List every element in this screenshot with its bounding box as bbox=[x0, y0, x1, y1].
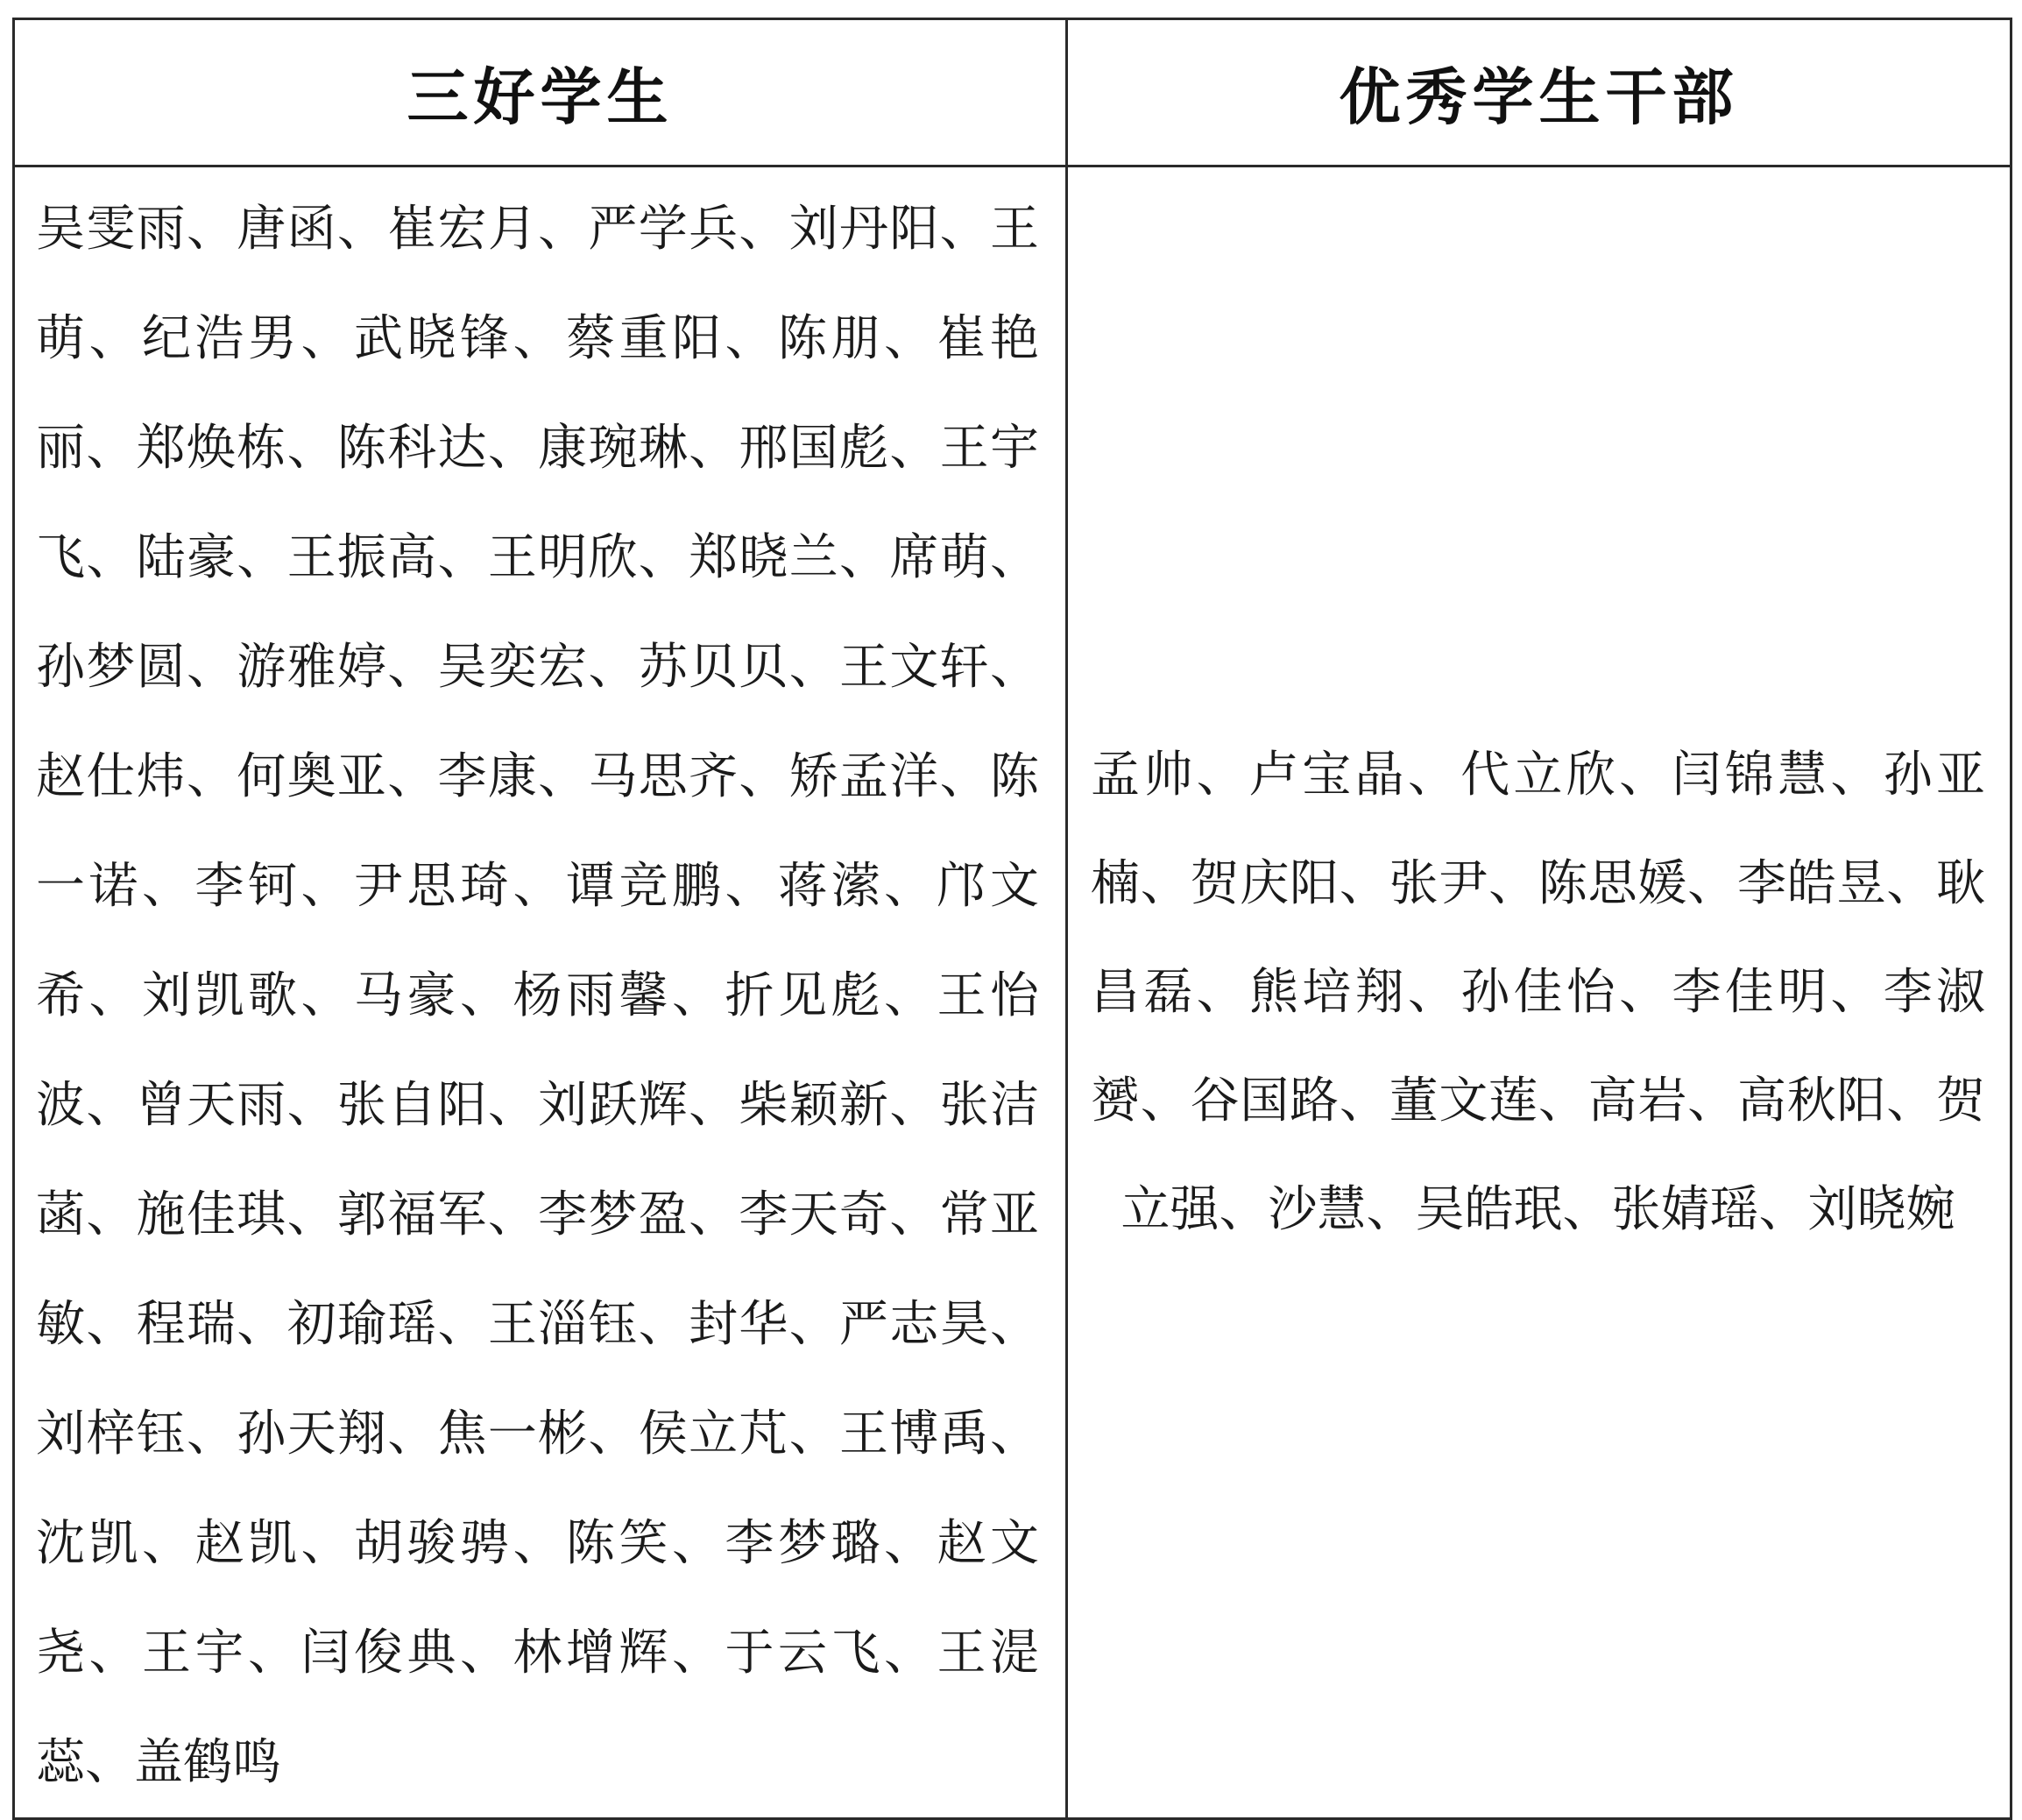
header-youxiu-xuesheng-ganbu: 优秀学生干部 bbox=[1067, 19, 2011, 166]
youxiu-xuesheng-ganbu-names: 孟帅、卢宝晶、代立欣、闫锦慧、孙亚楠、贺庆阳、张尹、陈思媛、李皓昱、耿昌磊、熊培翔、孙佳怡、李佳明、李淑赟、谷国路、董文莲、高岩、高秋阳、贺立强、沙慧、吴皓珉、张婧瑶、刘晓婉 bbox=[1091, 746, 1985, 1238]
names-row bbox=[14, 166, 2011, 1819]
header-san-hao-xuesheng: 三好学生 bbox=[14, 19, 1067, 166]
header-row bbox=[14, 19, 2011, 166]
san-hao-xuesheng-cell bbox=[14, 166, 1067, 1819]
awards-table bbox=[12, 18, 2012, 1820]
san-hao-xuesheng-names: 吴雯雨、唐函、崔宏月、严学兵、刘丹阳、王萌、纪浩男、武晓锋、蔡重阳、陈朋、崔艳丽、郑焕栋、陈科达、康琬琳、邢国彪、王宇飞、陆豪、王振高、王明欣、郑晓兰、席萌、孙梦圆、游雅婷、吴奕宏、苏贝贝、王文轩、赵仕炜、何奥亚、李康、马思齐、矫孟洋、陈一诺、李钶、尹思琦、谭竞鹏、蒋潆、邝文希、刘凯歌、马豪、杨雨馨、折见彪、王怡波、曾天雨、张自阳、刘跃辉、柴颖新、张洁菡、施佳琪、郭福军、李梦盈、李天奇、常亚敏、程瑞、初瑜瑶、王淄钰、封华、严志昊、刘梓钰、孙天翔、焦一彬、侯立芃、王博禹、沈凯、赵凯、胡骏骋、陈笑、李梦璐、赵文尧、王宇、闫俊典、林增辉、于云飞、王湜蕊、盖鹤鸣 bbox=[36, 201, 1039, 1791]
youxiu-ganbu-cell bbox=[1067, 166, 2011, 1819]
